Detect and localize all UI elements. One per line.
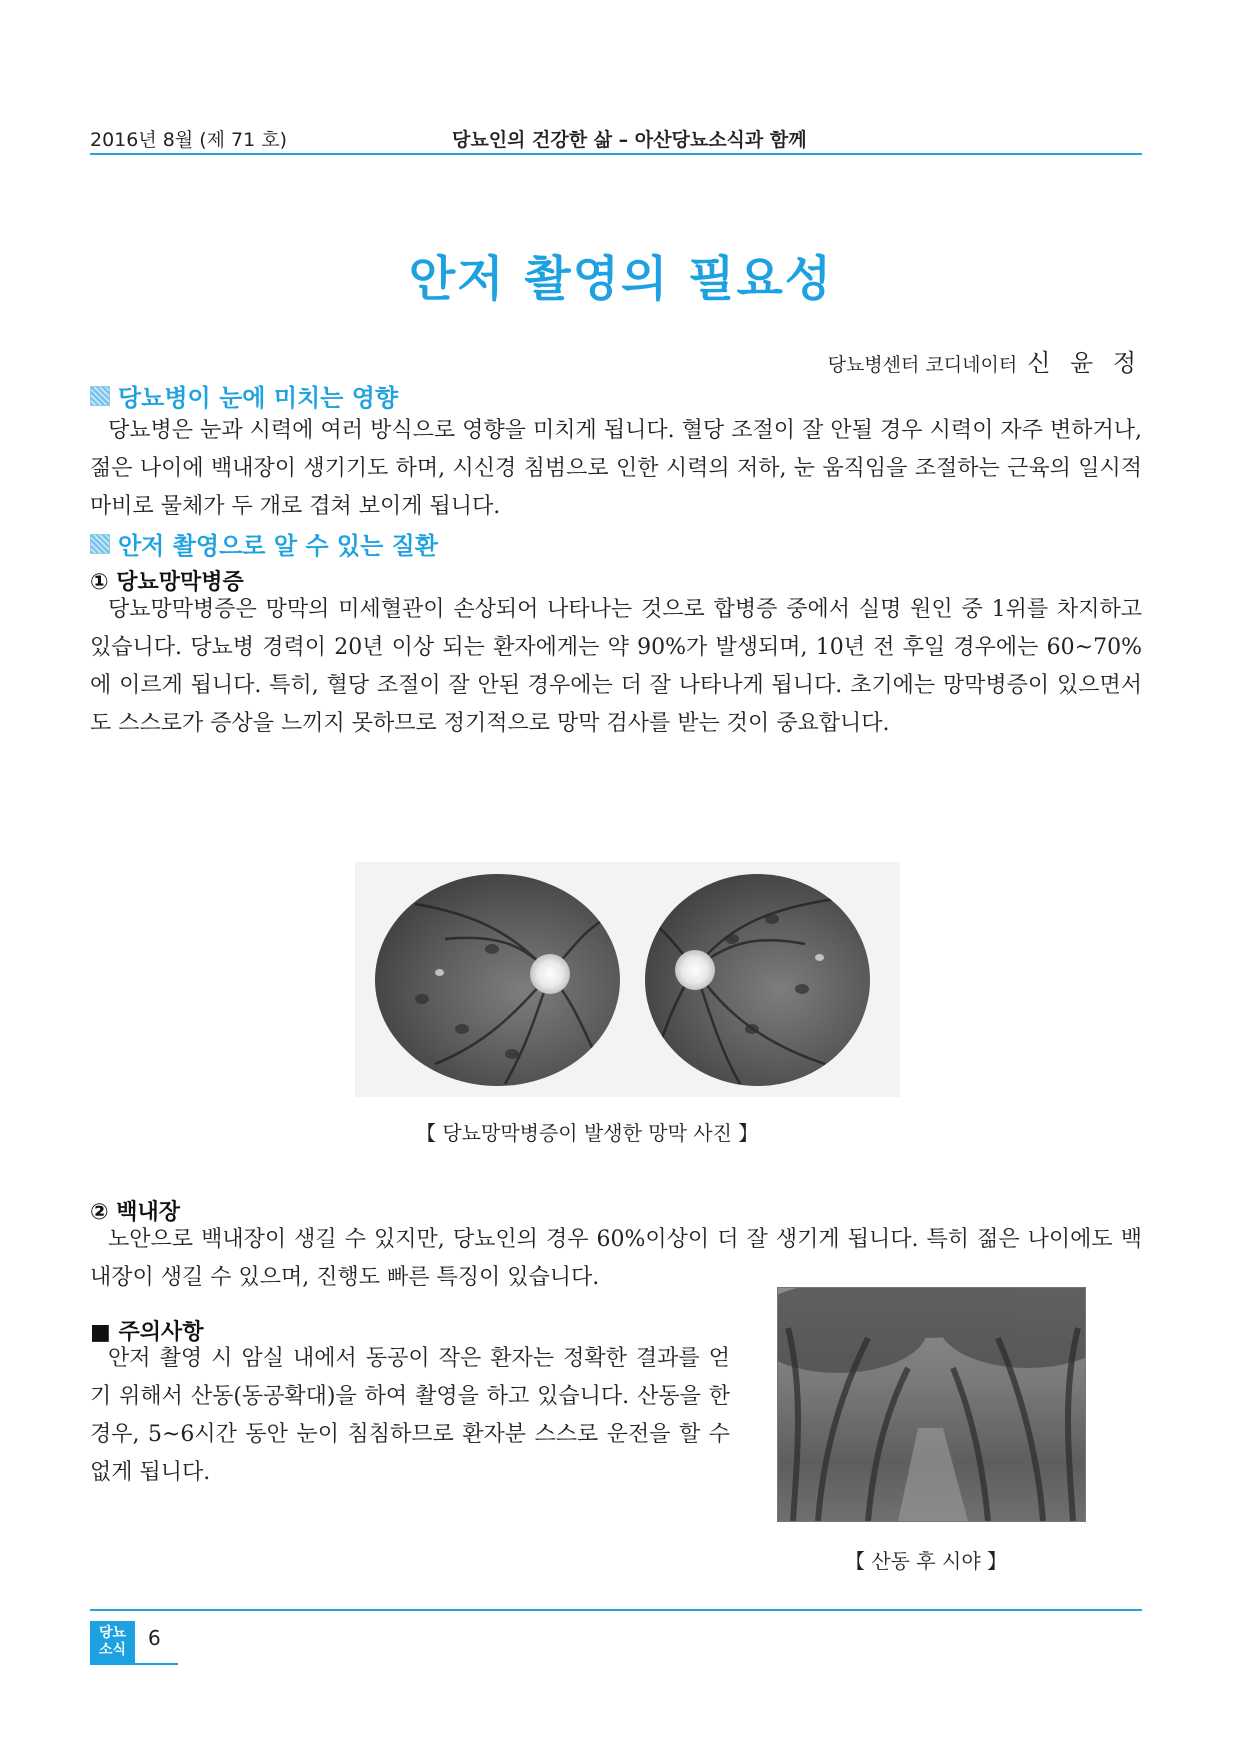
badge-line-2: 소식	[98, 1642, 127, 1658]
forest-trees-illustration	[778, 1288, 1085, 1521]
footer-underline	[90, 1663, 178, 1665]
publication-name: 당뇨인의 건강한 삶 – 아산당뇨소식과 함께	[452, 129, 807, 151]
header-divider	[90, 153, 1142, 155]
retina-photo-left	[375, 874, 620, 1086]
retina-figure-caption: 【 당뇨망막병증이 발생한 망막 사진 】	[416, 1121, 759, 1145]
lesion-spot	[745, 1024, 759, 1034]
section-heading-text: 안저 촬영으로 알 수 있는 질환	[118, 532, 438, 560]
section-heading-fundus-diseases	[90, 526, 438, 561]
hatched-square-icon	[90, 534, 110, 554]
newsletter-badge	[90, 1621, 135, 1663]
page-number: 6	[148, 1626, 161, 1650]
caution-heading: ■ 주의사항	[90, 1320, 204, 1345]
blurred-vision-photo	[777, 1287, 1086, 1522]
lesion-spot	[485, 944, 499, 954]
section-heading-eye-effects	[90, 378, 398, 413]
retina-photo-figure	[355, 862, 900, 1097]
exudate-spot	[435, 969, 444, 976]
caution-paragraph: 안저 촬영 시 암실 내에서 동공이 작은 환자는 정확한 결과를 얻기 위해서 산동(동공확대)을 하여 촬영을 하고 있습니다. 산동을 한 경우, 5~6시간 동안 눈이 침침하므로 환자분 스스로 운전을 할 수 없게 됩니다.	[90, 1346, 730, 1485]
author-line	[828, 343, 1142, 378]
lesion-spot	[455, 1024, 469, 1034]
lesion-spot	[415, 994, 429, 1004]
badge-line-1: 당뇨	[98, 1625, 127, 1641]
lesion-spot	[765, 914, 779, 924]
article-title: 안저 촬영의 필요성	[408, 251, 834, 307]
cataract-heading: ② 백내장	[90, 1200, 181, 1225]
footer-divider	[90, 1609, 1142, 1611]
optic-disc	[675, 950, 715, 990]
retina-vessels-left	[375, 874, 620, 1086]
retina-photo-right	[645, 874, 870, 1086]
lesion-spot	[795, 984, 809, 994]
hatched-square-icon	[90, 386, 110, 406]
section-heading-text: 당뇨병이 눈에 미치는 영향	[118, 384, 399, 412]
forest-figure-caption: 【 산동 후 시야 】	[845, 1549, 1008, 1573]
optic-disc	[530, 954, 570, 994]
lesion-spot	[725, 934, 739, 944]
retinopathy-paragraph: 당뇨망막병증은 망막의 미세혈관이 손상되어 나타나는 것으로 합병증 중에서 실명 원인 중 1위를 차지하고 있습니다. 당뇨병 경력이 20년 이상 되는 환자에게는 약 90%가 발생되며, 10년 전 후일 경우에는 60~70%에 이르게 됩니다. 특히, 혈당 조절이 잘 안된 경우에는 더 잘 나타나게 됩니다. 초기에는 망막병증이 있으면서도 스스로가 증상을 느끼지 못하므로 정기적으로 망막 검사를 받는 것이 중요합니다.	[90, 597, 1142, 736]
lesion-spot	[505, 1049, 519, 1059]
exudate-spot	[815, 954, 824, 961]
author-role: 당뇨병센터 코디네이터	[827, 354, 1018, 376]
retinopathy-heading: ① 당뇨망막병증	[90, 570, 244, 595]
cataract-paragraph: 노안으로 백내장이 생길 수 있지만, 당뇨인의 경우 60%이상이 더 잘 생기게 됩니다. 특히 젊은 나이에도 백내장이 생길 수 있으며, 진행도 빠른 특징이 있습니다.	[90, 1227, 1142, 1290]
eye-effects-paragraph: 당뇨병은 눈과 시력에 여러 방식으로 영향을 미치게 됩니다. 혈당 조절이 잘 안될 경우 시력이 자주 변하거나, 젊은 나이에 백내장이 생기기도 하며, 시신경 침범으로 인한 시력의 저하, 눈 움직임을 조절하는 근육의 일시적 마비로 물체가 두 개로 겹쳐 보이게 됩니다.	[90, 418, 1142, 519]
author-name: 신 윤 정	[1027, 349, 1142, 377]
issue-date: 2016년 8월 (제 71 호)	[90, 129, 288, 151]
